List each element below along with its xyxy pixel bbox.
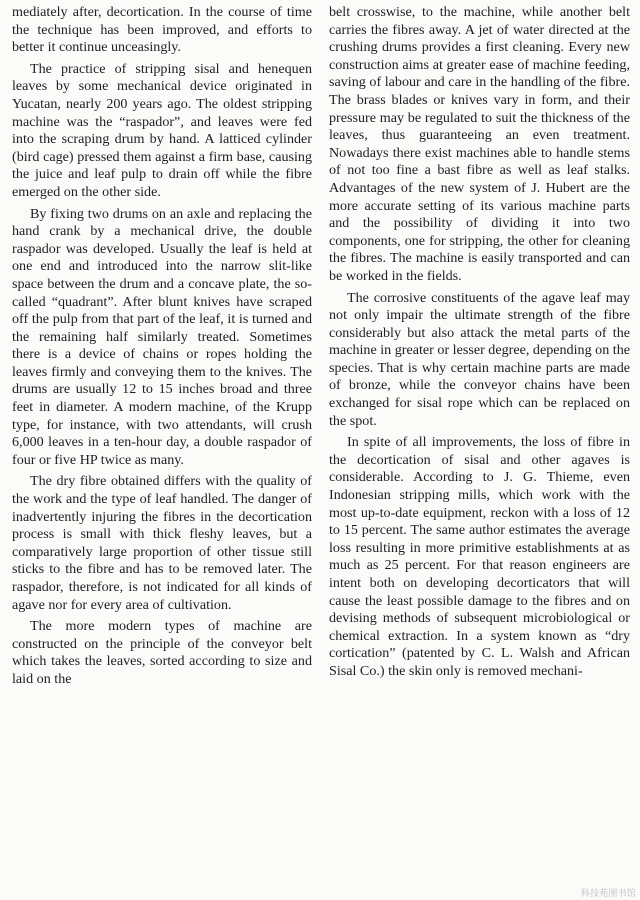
right-text-column — [329, 4, 630, 685]
paragraph-modern-machines: The more modern types of machine are constructed on the principle of the conveyor belt which takes the leaves, sorted according to size and laid on the — [12, 618, 312, 687]
library-watermark: 科技苑图书馆 — [580, 889, 636, 899]
paragraph-continued: mediately after, decortication. In the course of time the technique has been improved, and efforts to better it continue unceasingly. — [12, 4, 312, 56]
paragraph-raspador-origin: The practice of stripping sisal and henequen leaves by some mechanical device originated in Yucatan, nearly 200 years ago. The oldest stripping machine was the “raspador”, and leaves were fed into the scraping drum by hand. A latticed cylinder (bird cage) pressed them against a firm base, causing the juice and leaf pulp to drain off while the fibre emerged on the other side. — [12, 60, 312, 200]
left-text-column — [12, 4, 312, 693]
paragraph-double-raspador: By fixing two drums on an axle and replacing the hand crank by a mechanical drive, the double raspador was developed. Usually the leaf is held at one end and introduced into the narrow slit-like space between the drum and a concave plate, the so-called “quadrant”. After blunt knives have scraped off the pulp from that part of the leaf, it is turned and the remaining half similarly treated. Sometimes there is a device of chains or ropes holding the leaves firmly and conveying them to the knives. The drums are usually 12 to 15 inches broad and three feet in diameter. A modern machine, of the Krupp type, for instance, with two attendants, will crush 6,000 leaves in a ten-hour day, a double raspador of four or five HP twice as many. — [12, 205, 312, 468]
paragraph-dry-fibre: The dry fibre obtained differs with the quality of the work and the type of leaf handled. The danger of inadvertently injuring the fibres in the decortication process is small with thick fleshy leaves, but a comparatively large proportion of other tissue still sticks to the fibre and has to be removed later. The raspador, therefore, is not indicated for all kinds of agave nor for every area of cultivation. — [12, 473, 312, 613]
paragraph-fibre-loss: In spite of all improvements, the loss of fibre in the decortication of sisal and other agaves is considerable. According to J. G. Thieme, even Indonesian stripping mills, which work with the most up-to-date equipment, reckon with a loss of 12 to 15 percent. The same author estimates the average loss resulting in more primitive establishments at as much as 25 percent. For that reason engineers are intent both on developing decorticators that will cause the least possible damage to the fibres and on devising methods of subsequent microbiological or chemical extraction. In a system known as “dry cortication” (patented by C. L. Walsh and African Sisal Co.) the skin only is removed mechani- — [329, 434, 630, 679]
paragraph-conveyor-continued: belt crosswise, to the machine, while another belt carries the fibres away. A jet of water directed at the crushing drums provides a first cleaning. Every new construction aims at greater ease of machine feeding, saving of labour and care in the handling of the fibre. The brass blades or knives vary in form, and their pressure may be regulated to suit the thickness of the leaves, thus guaranteeing an even treatment. Nowadays there exist machines able to handle stems of not too fine a bast fibre as well as leaf stalks. Advantages of the new system of J. Hubert are the more accurate setting of its various machine parts and the possibility of dividing it into two components, one for stripping, the other for cleaning the fibres. The machine is easily transported and can be worked in the fields. — [329, 4, 630, 284]
paragraph-corrosive-constituents: The corrosive constituents of the agave leaf may not only impair the ultimate strength of the fibre considerably but also attack the metal parts of the machine in greater or lesser degree, depending on the species. That is why certain machine parts are made of bronze, while the conveyor chains have been exchanged for sisal rope which can be replaced on the spot. — [329, 289, 630, 429]
